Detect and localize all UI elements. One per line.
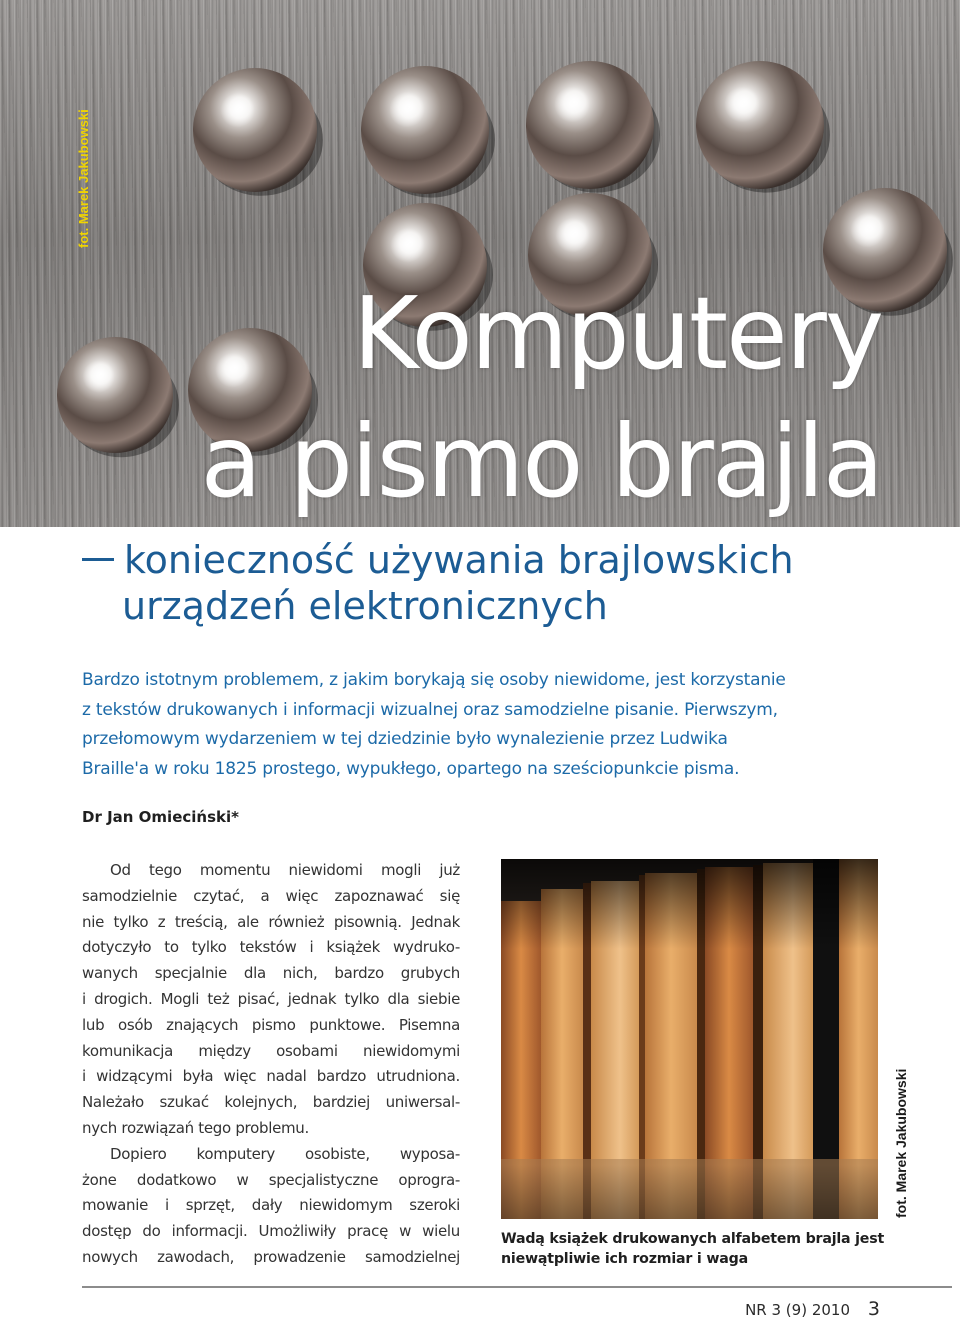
body-line: nie tylko z treścią, ale również pisownią. Jednak [82,912,460,931]
article-subtitle [82,537,794,629]
braille-dot [696,61,830,193]
body-line: dostęp do informacji. Umożliwiły pracę w wielu [82,1222,460,1241]
footer-divider [82,1286,952,1288]
dash-icon [82,558,114,561]
photo-credit: fot. Marek Jakubowski [76,109,91,248]
subtitle-line-1: konieczność używania brajlowskich [82,537,794,583]
body-line: lub osób znających pismo punktowe. Pisemna [82,1015,460,1034]
lead-line: przełomowym wydarzeniem w tej dziedzinie było wynalezienie przez Ludwika [82,729,728,749]
photo-credit-side: fot. Marek Jakubowski [893,1068,909,1218]
author-byline: Dr Jan Omieciński* [82,808,239,826]
body-line: i widzącymi była więc nadal bardzo utrudniona. [82,1067,460,1086]
books-illustration [501,859,878,1219]
hero-photo [0,0,960,527]
lead-line: Braille'a w roku 1825 prostego, wypukłego, opartego na sześciopunkcie pisma. [82,758,740,779]
title-line-2: a pismo brajla [200,403,882,520]
issue-number: NR 3 (9) 2010 [745,1301,850,1319]
caption-line-1: Wadą książek drukowanych alfabetem brajla jest [501,1231,885,1247]
body-text [82,858,460,1271]
subtitle-line-2: urządzeń elektronicznych [122,584,608,628]
body-line: wanych specjalnie dla nich, bardzo grubych [82,964,460,983]
title-line-1: Komputery [352,275,882,392]
body-line: dotyczyło to tylko tekstów i książek wydruko- [82,938,460,957]
body-line: Dopiero komputery osobiste, wyposa- [110,1144,460,1163]
caption-line-2: niewątpliwie ich rozmiar i waga [501,1251,748,1267]
body-line: Należało szukać kolejnych, bardziej uniwersal- [82,1093,460,1112]
lead-line: z tekstów drukowanych i informacji wizualnej oraz samodzielne pisanie. Pierwszym, [82,699,778,720]
body-line: Od tego momentu niewidomi mogli już [110,861,460,879]
lead-paragraph [82,666,922,784]
braille-dot [57,337,179,457]
braille-books-photo [501,859,878,1219]
body-line: żone dodatkowo w specjalistyczne oprogra- [82,1170,460,1189]
body-line: mowanie i sprzęt, dały niewidomym szeroki [82,1196,460,1215]
lead-line: Bardzo istotnym problemem, z jakim borykają się osoby niewidome, jest korzystanie [82,670,786,690]
photo-caption [501,1229,885,1269]
braille-dot [526,61,660,193]
page-number: 3 [867,1298,880,1320]
body-line: nych rozwiązań tego problemu. [82,1118,309,1137]
article-title [200,270,882,526]
body-line: samodzielnie czytać, a więc zapoznawać się [82,886,460,905]
braille-dot [193,68,323,196]
body-line: nowych zawodach, prowadzenie samodzielnej [82,1247,460,1266]
braille-dot [361,66,495,198]
body-line: i drogich. Mogli też pisać, jednak tylko dla siebie [82,989,460,1008]
body-line: komunikacja między osobami niewidomymi [82,1041,460,1060]
